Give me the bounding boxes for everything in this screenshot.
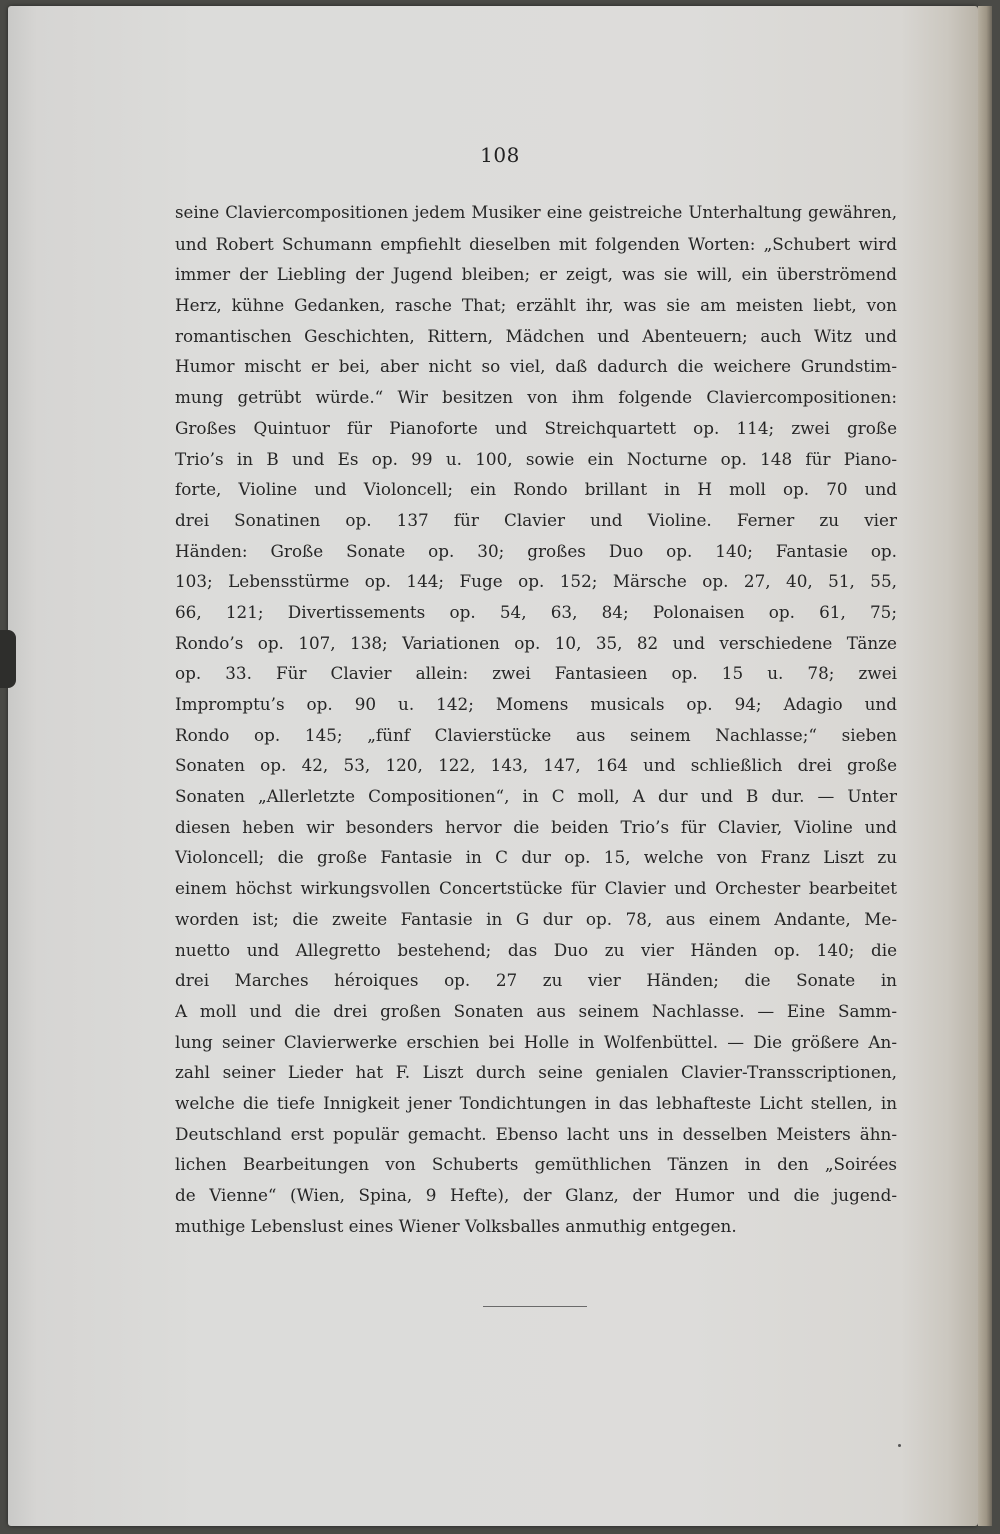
body-text	[175, 198, 897, 1241]
page-number: 108	[480, 143, 520, 167]
text-line: Rondo’s op. 107, 138; Variationen op. 10, 35, 82 und verschiedene Tänze	[175, 632, 897, 653]
text-line: Rondo op. 145; „fünf Clavierstücke aus seinem Nachlasse;“ sieben	[175, 724, 897, 745]
text-line: muthige Lebenslust eines Wiener Volksballes anmuthig entgegen.	[175, 1215, 737, 1236]
text-line: romantischen Geschichten, Rittern, Mädchen und Abenteuern; auch Witz und	[175, 325, 897, 346]
text-line: Deutschland erst populär gemacht. Ebenso lacht uns in desselben Meisters ähn-	[175, 1123, 897, 1144]
text-line: Herz, kühne Gedanken, rasche That; erzählt ihr, was sie am meisten liebt, von	[175, 295, 897, 316]
text-line: 103; Lebensstürme op. 144; Fuge op. 152; Märsche op. 27, 40, 51, 55,	[175, 571, 897, 592]
text-line: diesen heben wir besonders hervor die beiden Trio’s für Clavier, Violine und	[175, 816, 897, 837]
section-end-rule	[483, 1306, 587, 1307]
text-line: zahl seiner Lieder hat F. Liszt durch seine genialen Clavier-Transscriptionen,	[175, 1062, 897, 1083]
text-line: forte, Violine und Violoncell; ein Rondo brillant in H moll op. 70 und	[175, 479, 897, 500]
text-line: welche die tiefe Innigkeit jener Tondichtungen in das lebhafteste Licht stellen, in	[175, 1092, 897, 1113]
text-line: drei Sonatinen op. 137 für Clavier und Violine. Ferner zu vier	[175, 509, 897, 530]
page-edge-shadow	[978, 6, 992, 1526]
text-line: 66, 121; Divertissements op. 54, 63, 84; Polonaisen op. 61, 75;	[175, 601, 897, 622]
text-line: worden ist; die zweite Fantasie in G dur op. 78, aus einem Andante, Me-	[175, 908, 897, 929]
text-line: Händen: Große Sonate op. 30; großes Duo op. 140; Fantasie op.	[175, 540, 897, 561]
text-line: Sonaten op. 42, 53, 120, 122, 143, 147, 164 und schließlich drei große	[175, 755, 897, 776]
text-line: de Vienne“ (Wien, Spina, 9 Hefte), der Glanz, der Humor und die jugend-	[175, 1185, 897, 1205]
text-line: Humor mischt er bei, aber nicht so viel, daß dadurch die weichere Grundstim-	[175, 356, 897, 377]
text-line: nuetto und Allegretto bestehend; das Duo zu vier Händen op. 140; die	[175, 939, 897, 960]
text-line: Großes Quintuor für Pianoforte und Streichquartett op. 114; zwei große	[175, 417, 897, 438]
binding-clip	[0, 630, 16, 688]
text-line: Impromptu’s op. 90 u. 142; Momens musicals op. 94; Adagio und	[175, 694, 897, 714]
text-line: lichen Bearbeitungen von Schuberts gemüthlichen Tänzen in den „Soirées	[175, 1154, 897, 1175]
text-line: Trio’s in B und Es op. 99 u. 100, sowie ein Nocturne op. 148 für Piano-	[175, 448, 897, 469]
text-line: op. 33. Für Clavier allein: zwei Fantasieen op. 15 u. 78; zwei	[175, 663, 897, 684]
text-line: Sonaten „Allerletzte Compositionen“, in C moll, A dur und B dur. — Unter	[175, 786, 897, 807]
text-line: drei Marches héroiques op. 27 zu vier Händen; die Sonate in	[175, 970, 897, 991]
text-line: seine Claviercompositionen jedem Musiker eine geistreiche Unterhaltung gewähren,	[175, 203, 897, 222]
text-line: mung getrübt würde.“ Wir besitzen von ihm folgende Claviercompositionen:	[175, 387, 897, 408]
text-line: und Robert Schumann empfiehlt dieselben mit folgenden Worten: „Schubert wird	[175, 233, 897, 254]
paper-speck	[898, 1444, 901, 1447]
text-line: lung seiner Clavierwerke erschien bei Holle in Wolfenbüttel. — Die größere An-	[175, 1031, 897, 1052]
text-line: Violoncell; die große Fantasie in C dur op. 15, welche von Franz Liszt zu	[175, 847, 897, 868]
text-line: einem höchst wirkungsvollen Concertstücke für Clavier und Orchester bearbeitet	[175, 878, 897, 899]
text-line: A moll und die drei großen Sonaten aus seinem Nachlasse. — Eine Samm-	[175, 1000, 897, 1021]
text-line: immer der Liebling der Jugend bleiben; er zeigt, was sie will, ein überströmend	[175, 264, 897, 285]
